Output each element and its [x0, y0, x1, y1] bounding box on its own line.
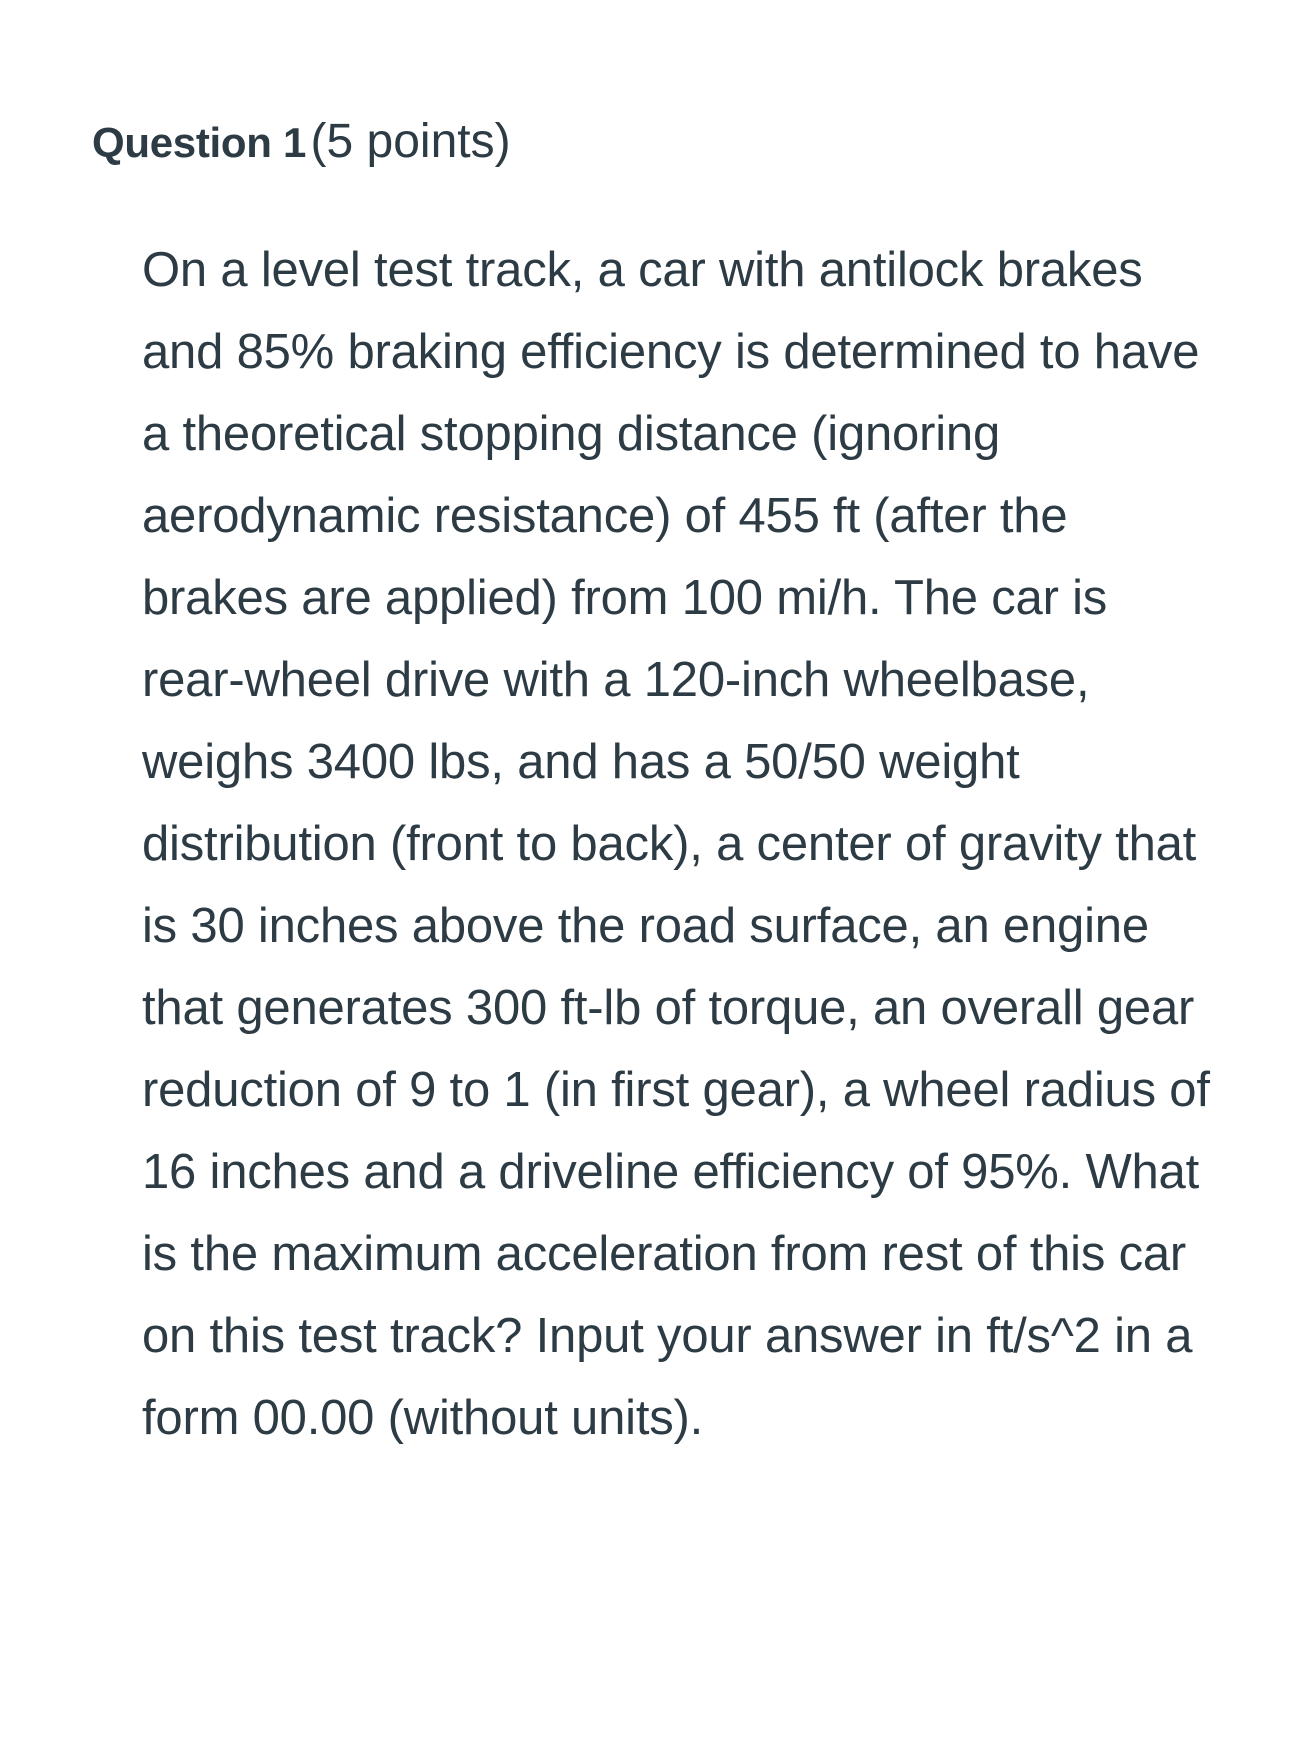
question-header	[92, 115, 511, 168]
question-points: (5 points)	[310, 115, 511, 168]
question-text: On a level test track, a car with antilock brakes and 85% braking efficiency is determined to have a theoretical stopping distance (ignoring aerodynamic resistance) of 455 ft (after the brakes are applied) from 100 mi/h. The car is rear-wheel drive with a 120-inch wheelbase, weighs 3400 lbs, and has a 50/50 weight distribution (front to back), a center of gravity that is 30 inches above the road surface, an engine that generates 300 ft-lb of torque, an overall gear reduction of 9 to 1 (in first gear), a wheel radius of 16 inches and a driveline efficiency of 95%. What is the maximum acceleration from rest of this car on this test track? Input your answer in ft/s^2 in a form 00.00 (without units).	[142, 243, 1210, 1445]
question-title: Question 1	[92, 119, 307, 166]
question-body	[142, 229, 1212, 1459]
